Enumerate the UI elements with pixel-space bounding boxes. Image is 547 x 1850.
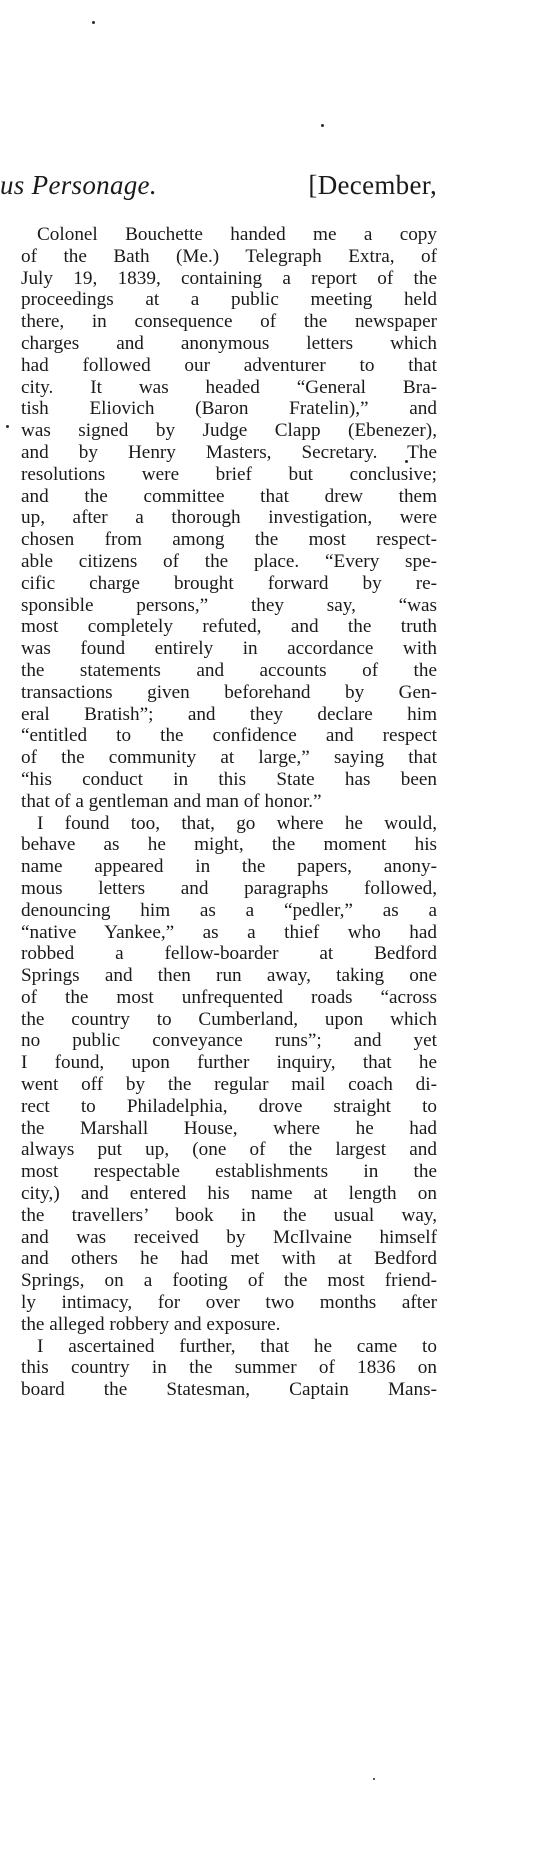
text-line: most completely refuted, and the truth (21, 616, 437, 638)
text-line: the statements and accounts of the (21, 659, 437, 681)
text-line: Colonel Bouchette handed me a copy (37, 224, 437, 245)
text-line: the country to Cumberland, upon which (21, 1008, 437, 1030)
text-line: transactions given beforehand by Gen- (21, 681, 437, 703)
text-line: mous letters and paragraphs followed, (21, 877, 437, 899)
text-line: rect to Philadelphia, drove straight to (21, 1095, 437, 1117)
paragraph (21, 1336, 437, 1401)
ink-speck (92, 21, 95, 24)
text-line: the Marshall House, where he had (21, 1117, 437, 1139)
text-line: always put up, (one of the largest and (21, 1139, 437, 1161)
text-line: proceedings at a public meeting held (21, 289, 437, 311)
text-line: the travellers’ book in the usual way, (21, 1204, 437, 1226)
text-line: able citizens of the place. “Every spe- (21, 550, 437, 572)
text-line: ly intimacy, for over two months after (21, 1292, 437, 1314)
text-line: was signed by Judge Clapp (Ebenezer), (21, 420, 437, 442)
text-line: “his conduct in this State has been (21, 768, 437, 790)
text-line: Springs and then run away, taking one (21, 965, 437, 987)
text-line: “native Yankee,” as a thief who had (21, 921, 437, 943)
text-line: board the Statesman, Captain Mans- (21, 1379, 437, 1401)
text-line: name appeared in the papers, anony- (21, 856, 437, 878)
text-line: went off by the regular mail coach di- (21, 1074, 437, 1096)
text-line: behave as he might, the moment his (21, 834, 437, 856)
text-line: I found too, that, go where he would, (37, 812, 437, 834)
text-line: had followed our adventurer to that (21, 354, 437, 376)
text-line: and the committee that drew them (21, 485, 437, 507)
header-month: [December, (308, 170, 437, 200)
text-line: that of a gentleman and man of honor.” (21, 790, 322, 812)
text-line: city. It was headed “General Bra- (21, 376, 437, 398)
ink-speck (6, 425, 9, 428)
text-line: no public conveyance runs”; and yet (21, 1030, 437, 1052)
text-line: tish Eliovich (Baron Fratelin),” and (21, 398, 437, 420)
running-title: us Personage. (0, 170, 157, 200)
text-line: chosen from among the most respect- (21, 529, 437, 551)
text-line: and was received by McIlvaine himself (21, 1226, 437, 1248)
text-line: I ascertained further, that he came to (37, 1335, 437, 1357)
text-line: the alleged robbery and exposure. (21, 1313, 281, 1335)
ink-speck (321, 124, 324, 127)
page-body (21, 224, 437, 1401)
page-header (0, 170, 437, 202)
text-line: denouncing him as a “pedler,” as a (21, 899, 437, 921)
text-line: and by Henry Masters, Secretary. The (21, 441, 437, 463)
ink-speck (373, 1778, 375, 1780)
text-line: of the most unfrequented roads “across (21, 986, 437, 1008)
text-line: most respectable establishments in the (21, 1161, 437, 1183)
text-line: up, after a thorough investigation, were (21, 507, 437, 529)
text-line: robbed a fellow-boarder at Bedford (21, 943, 437, 965)
text-line: I found, upon further inquiry, that he (21, 1052, 437, 1074)
paragraph (21, 224, 437, 813)
text-line: of the community at large,” saying that (21, 747, 437, 769)
text-line: sponsible persons,” they say, “was (21, 594, 437, 616)
text-line: resolutions were brief but conclusive; (21, 463, 437, 485)
text-line: “entitled to the confidence and respect (21, 725, 437, 747)
text-line: of the Bath (Me.) Telegraph Extra, of (21, 245, 437, 267)
text-line: was found entirely in accordance with (21, 638, 437, 660)
text-line: charges and anonymous letters which (21, 332, 437, 354)
text-line: and others he had met with at Bedford (21, 1248, 437, 1270)
text-line: eral Bratish”; and they declare him (21, 703, 437, 725)
text-line: there, in consequence of the newspaper (21, 311, 437, 333)
text-line: cific charge brought forward by re- (21, 572, 437, 594)
text-line: this country in the summer of 1836 on (21, 1357, 437, 1379)
paragraph (21, 813, 437, 1336)
text-line: Springs, on a footing of the most friend- (21, 1270, 437, 1292)
text-line: city,) and entered his name at length on (21, 1183, 437, 1205)
text-line: July 19, 1839, containing a report of the (21, 267, 437, 289)
